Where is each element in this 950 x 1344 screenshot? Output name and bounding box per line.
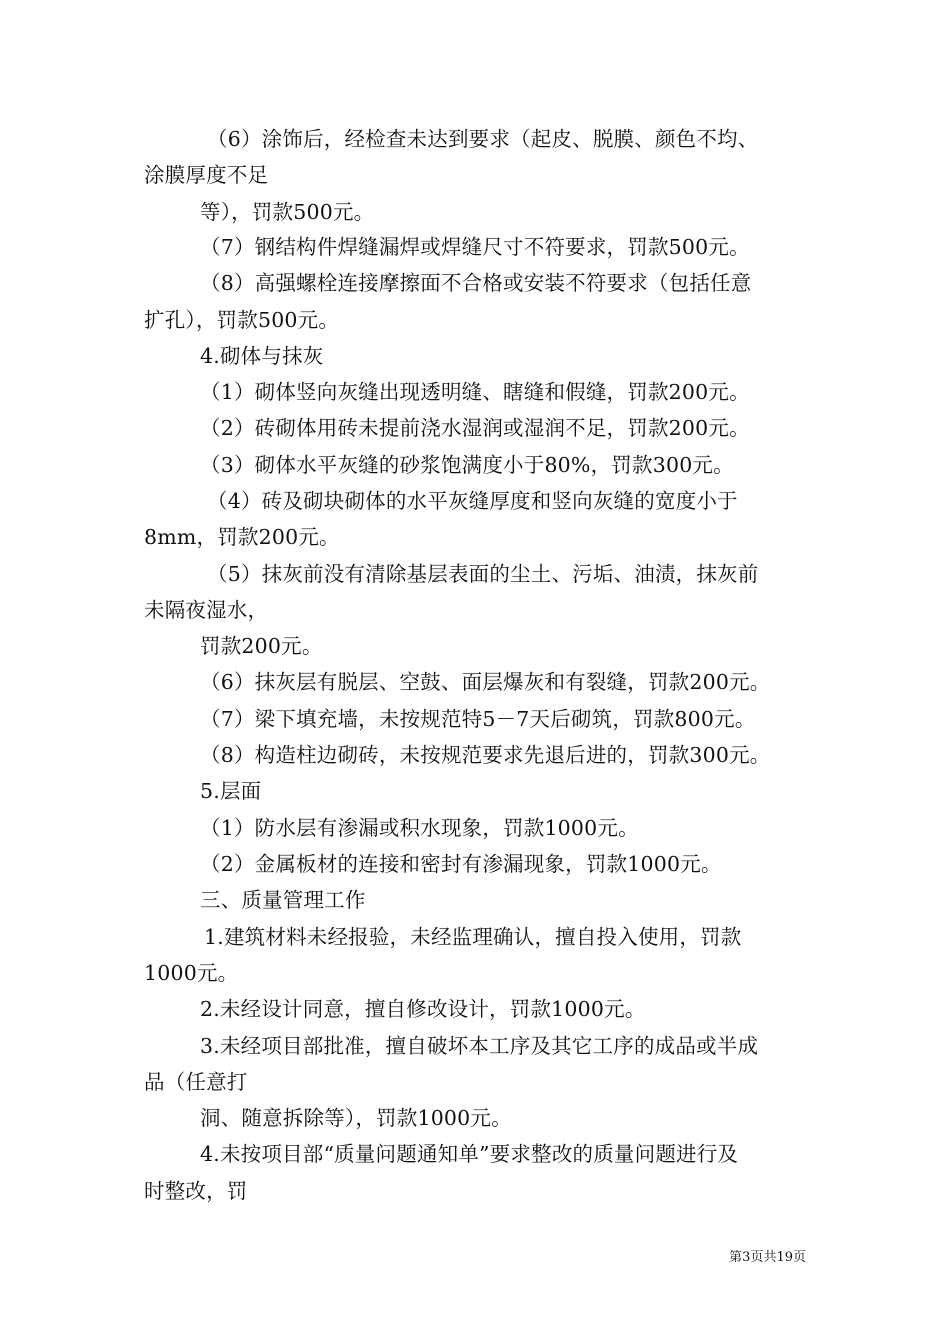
text-line: 未隔夜湿水， (144, 598, 269, 622)
text-line: （5）抹灰前没有清除基层表面的尘土、污垢、油渍，抹灰前 (207, 562, 759, 586)
text-line: （1）砌体竖向灰缝出现透明缝、瞎缝和假缝，罚款200元。 (200, 380, 750, 404)
text-line: 等），罚款500元。 (200, 200, 375, 224)
text-line: 1000元。 (144, 961, 239, 985)
text-line: （7）钢结构件焊缝漏焊或焊缝尺寸不符要求，罚款500元。 (200, 235, 750, 259)
text-line: （1）防水层有渗漏或积水现象，罚款1000元。 (200, 816, 639, 840)
text-line: 时整改，罚 (144, 1179, 248, 1203)
page-number: 第3页共19页 (729, 1250, 806, 1265)
text-line: 扩孔），罚款500元。 (144, 308, 340, 332)
text-line: （6）涂饰后，经检查未达到要求（起皮、脱膜、颜色不均、 (207, 127, 759, 151)
section-heading: 5.层面 (200, 779, 262, 803)
text-line: （3）砌体水平灰缝的砂浆饱满度小于80%，罚款300元。 (200, 453, 734, 477)
text-line: （8）构造柱边砌砖，未按规范要求先退后进的，罚款300元。 (200, 743, 771, 767)
text-line: （4）砖及砌块砌体的水平灰缝厚度和竖向灰缝的宽度小于 (207, 489, 738, 513)
text-line: 1.建筑材料未经报验，未经监理确认，擅自投入使用，罚款 (204, 925, 742, 949)
text-line: 8mm，罚款200元。 (144, 525, 340, 549)
text-line: 4.未按项目部“质量问题通知单”要求整改的质量问题进行及 (200, 1142, 739, 1166)
text-line: 洞、随意拆除等），罚款1000元。 (200, 1106, 512, 1130)
text-line: （8）高强螺栓连接摩擦面不合格或安装不符要求（包括任意 (200, 271, 752, 295)
text-line: 2.未经设计同意，擅自修改设计，罚款1000元。 (200, 997, 646, 1021)
text-line: 涂膜厚度不足 (144, 163, 269, 187)
text-line: （2）金属板材的连接和密封有渗漏现象，罚款1000元。 (200, 852, 722, 876)
text-line: （2）砖砌体用砖未提前浇水湿润或湿润不足，罚款200元。 (200, 416, 750, 440)
text-line: 罚款200元。 (200, 634, 323, 658)
text-line: 3.未经项目部批准，擅自破坏本工序及其它工序的成品或半成 (200, 1034, 759, 1058)
text-line: （7）梁下填充墙，未按规范特5－7天后砌筑，罚款800元。 (200, 707, 756, 731)
text-line: （6）抹灰层有脱层、空鼓、面层爆灰和有裂缝，罚款200元。 (200, 670, 771, 694)
section-heading: 三、质量管理工作 (200, 888, 366, 912)
section-heading: 4.砌体与抹灰 (200, 344, 324, 368)
text-line: 品（任意打 (144, 1070, 248, 1094)
